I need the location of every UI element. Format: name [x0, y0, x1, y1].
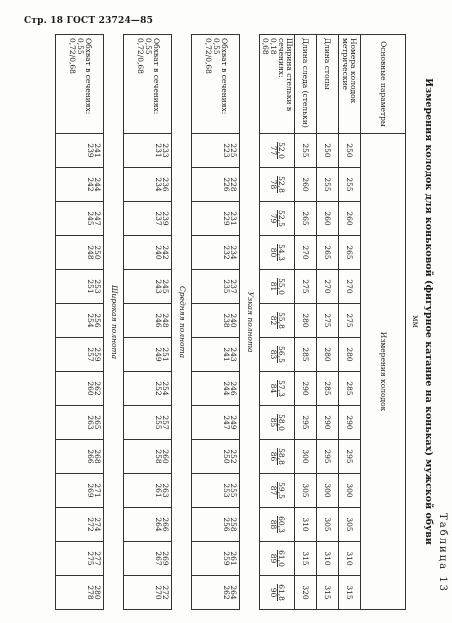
insole-width-top: 55,0	[277, 278, 287, 295]
girth-bottom: 238	[222, 313, 231, 328]
measure-header: Измерения колодок	[361, 134, 406, 610]
girth-bottom: 269	[86, 483, 95, 498]
insole-width-cell	[260, 168, 295, 202]
section-row	[172, 35, 192, 610]
insole-length-cell: 280	[295, 304, 317, 338]
foot-length-cell: 265	[317, 236, 339, 270]
insole-width-top: 60,3	[277, 516, 287, 533]
girth-bottom: 226	[222, 177, 231, 192]
section-row	[104, 35, 124, 610]
girth-cell	[192, 168, 240, 202]
insole-width-top: 57,3	[277, 380, 287, 397]
insole-width-fraction	[269, 278, 285, 295]
girth-top: 248	[161, 313, 171, 328]
girth-bottom: 240	[154, 245, 163, 260]
girth-bottom: 253	[222, 483, 231, 498]
girth-bottom: 244	[222, 381, 231, 396]
insole-width-title: Ширина стельки в сечениях:	[277, 38, 294, 112]
girth-bottom: 235	[222, 279, 231, 294]
insole-width-bottom: 87	[269, 482, 278, 499]
last-number-cell: 295	[339, 440, 361, 474]
girth-cell	[124, 168, 172, 202]
foot-length-cell: 250	[317, 134, 339, 168]
girth-bottom: 278	[86, 585, 95, 600]
insole-width-fraction	[269, 380, 285, 397]
girth-title: Обхват в сечениях:	[220, 38, 230, 115]
girth-top: 245	[161, 279, 171, 294]
last-number-cell: 315	[339, 576, 361, 610]
insole-width-top: 59,5	[277, 482, 287, 499]
girth-top: 263	[161, 483, 171, 498]
section-title: Средняя полнота	[172, 35, 192, 610]
insole-width-sub2: 0,68	[261, 38, 271, 55]
insole-width-bottom: 85	[269, 414, 278, 431]
insole-width-bottom: 83	[269, 346, 278, 363]
girth-cell	[56, 270, 104, 304]
girth-cell	[124, 406, 172, 440]
girth-top: 237	[229, 279, 239, 294]
last-number-cell: 275	[339, 304, 361, 338]
girth-cell	[56, 338, 104, 372]
girth-sub1: 0,55	[144, 38, 154, 55]
girth-top: 264	[229, 585, 239, 600]
insole-width-top: 61,0	[277, 550, 287, 567]
insole-width-fraction	[269, 244, 285, 261]
girth-bottom: 262	[222, 585, 231, 600]
girth-top: 250	[93, 245, 103, 260]
girth-bottom: 263	[86, 415, 95, 430]
girth-top: 261	[229, 551, 239, 566]
last-number-cell: 290	[339, 406, 361, 440]
girth-cell	[56, 168, 104, 202]
girth-sub1: 0,55	[212, 38, 222, 55]
girth-top: 272	[161, 585, 171, 600]
rotated-table-block	[24, 34, 452, 609]
girth-cell	[56, 440, 104, 474]
girth-top: 254	[161, 381, 171, 396]
insole-width-top: 54,3	[277, 244, 287, 261]
girth-bottom: 232	[222, 245, 231, 260]
insole-length-cell: 255	[295, 134, 317, 168]
girth-top: 256	[93, 313, 103, 328]
foot-length-cell: 280	[317, 338, 339, 372]
girth-cell	[56, 236, 104, 270]
last-number-cell: 265	[339, 236, 361, 270]
girth-cell	[192, 372, 240, 406]
girth-top: 277	[93, 551, 103, 566]
girth-top: 260	[161, 449, 171, 464]
section-title: Узкая полнота	[240, 35, 260, 610]
section-row	[240, 35, 260, 610]
girth-cell	[56, 406, 104, 440]
foot-length-label: Длина стопы	[317, 35, 339, 134]
insole-length-cell: 260	[295, 168, 317, 202]
insole-width-fraction	[269, 516, 285, 533]
insole-length-cell: 295	[295, 406, 317, 440]
insole-width-top: 52,5	[277, 210, 287, 227]
girth-sub2: 0,72/0,68	[203, 38, 213, 74]
insole-width-bottom: 79	[269, 210, 278, 227]
girth-bottom: 255	[154, 415, 163, 430]
insole-width-top: 58,8	[277, 448, 287, 465]
girth-top: 255	[229, 483, 239, 498]
last-number-cell: 270	[339, 270, 361, 304]
girth-top: 225	[229, 143, 239, 158]
girth-bottom: 260	[86, 381, 95, 396]
insole-width-bottom: 81	[269, 278, 278, 295]
girth-bottom: 234	[154, 177, 163, 192]
insole-width-cell	[260, 338, 295, 372]
girth-bottom: 250	[222, 449, 231, 464]
girth-top: 242	[161, 245, 171, 260]
girth-cell	[192, 474, 240, 508]
girth-bottom: 249	[154, 347, 163, 362]
girth-cell	[192, 236, 240, 270]
girth-cell	[192, 134, 240, 168]
girth-cell	[124, 236, 172, 270]
girth-bottom: 259	[222, 551, 231, 566]
girth-top: 247	[93, 211, 103, 226]
insole-length-cell: 315	[295, 542, 317, 576]
insole-width-top: 52,0	[277, 142, 287, 159]
foot-length-cell: 305	[317, 508, 339, 542]
insole-width-fraction	[269, 584, 285, 601]
insole-length-cell: 300	[295, 440, 317, 474]
girth-bottom: 252	[154, 381, 163, 396]
foot-length-cell: 295	[317, 440, 339, 474]
foot-length-cell: 285	[317, 372, 339, 406]
girth-bottom: 258	[154, 449, 163, 464]
girth-bottom: 267	[154, 551, 163, 566]
insole-width-cell	[260, 542, 295, 576]
last-number-cell: 255	[339, 168, 361, 202]
insole-width-fraction	[269, 142, 285, 159]
girth-cell	[56, 372, 104, 406]
insole-length-cell: 285	[295, 338, 317, 372]
girth-top: 253	[93, 279, 103, 294]
section-title: Широкая полнота	[104, 35, 124, 610]
insole-width-label	[260, 35, 295, 134]
insole-width-cell	[260, 236, 295, 270]
insole-width-fraction	[269, 414, 285, 431]
girth-bottom: 231	[154, 143, 163, 158]
girth-label	[56, 35, 104, 134]
girth-cell	[192, 338, 240, 372]
insole-width-top: 58,0	[277, 414, 287, 431]
table-title: Измерения колодок для конькoвой (фигурное катание на коньках) мужской обуви	[423, 78, 434, 545]
foot-length-cell: 290	[317, 406, 339, 440]
girth-top: 243	[229, 347, 239, 362]
girth-cell	[56, 576, 104, 610]
insole-width-cell	[260, 474, 295, 508]
insole-width-cell	[260, 576, 295, 610]
table-number: Таблица 13	[437, 513, 448, 593]
girth-cell	[124, 372, 172, 406]
girth-sub2: 0,72/0,68	[67, 38, 77, 74]
girth-top: 258	[229, 517, 239, 532]
page-header: Стр. 18 ГОСТ 23724—85	[24, 16, 154, 26]
girth-bottom: 239	[86, 143, 95, 158]
girth-bottom: 254	[86, 313, 95, 328]
last-number-cell: 285	[339, 372, 361, 406]
girth-top: 257	[161, 415, 171, 430]
insole-width-bottom: 86	[269, 448, 278, 465]
foot-length-cell: 270	[317, 270, 339, 304]
insole-width-fraction	[269, 482, 285, 499]
insole-width-row	[260, 35, 295, 610]
insole-width-bottom: 82	[269, 312, 278, 329]
insole-width-fraction	[269, 346, 285, 363]
girth-top: 271	[93, 483, 103, 498]
last-number-cell: 260	[339, 202, 361, 236]
girth-bottom: 272	[86, 517, 95, 532]
last-number-cell: 280	[339, 338, 361, 372]
girth-top: 252	[229, 449, 239, 464]
girth-cell	[124, 474, 172, 508]
girth-cell	[56, 202, 104, 236]
insole-length-label: Длина следа (стельки)	[295, 35, 317, 134]
girth-bottom: 248	[86, 245, 95, 260]
insole-width-bottom: 78	[269, 176, 278, 193]
girth-cell	[56, 304, 104, 338]
insole-width-fraction	[269, 550, 285, 567]
girth-cell	[56, 474, 104, 508]
girth-bottom: 261	[154, 483, 163, 498]
insole-width-top: 52,8	[277, 176, 287, 193]
girth-title: Обхват в сечениях:	[152, 38, 162, 115]
girth-bottom: 223	[222, 143, 231, 158]
girth-top: 234	[229, 245, 239, 260]
girth-bottom: 241	[222, 347, 231, 362]
foot-length-cell: 300	[317, 474, 339, 508]
insole-width-cell	[260, 440, 295, 474]
insole-width-cell	[260, 508, 295, 542]
girth-cell	[124, 338, 172, 372]
girth-top: 266	[161, 517, 171, 532]
insole-width-bottom: 84	[269, 380, 278, 397]
girth-cell	[192, 508, 240, 542]
insole-width-bottom: 88	[269, 516, 278, 533]
table-unit: мм	[411, 315, 420, 328]
girth-top: 246	[229, 381, 239, 396]
girth-sub2: 0,72/0,68	[135, 38, 145, 74]
girth-bottom: 229	[222, 211, 231, 226]
girth-bottom: 256	[222, 517, 231, 532]
girth-label	[124, 35, 172, 134]
girth-label	[192, 35, 240, 134]
girth-cell	[192, 406, 240, 440]
girth-cell	[124, 202, 172, 236]
girth-cell	[192, 270, 240, 304]
insole-width-fraction	[269, 312, 285, 329]
girth-cell	[192, 202, 240, 236]
insole-length-cell: 305	[295, 474, 317, 508]
girth-sub1: 0,55	[76, 38, 86, 55]
insole-width-fraction	[269, 448, 285, 465]
girth-bottom: 247	[222, 415, 231, 430]
girth-bottom: 243	[154, 279, 163, 294]
girth-bottom: 264	[154, 517, 163, 532]
girth-bottom: 270	[154, 585, 163, 600]
measurements-table	[56, 34, 407, 610]
last-number-cell: 310	[339, 542, 361, 576]
girth-bottom: 246	[154, 313, 163, 328]
girth-row	[56, 35, 104, 610]
insole-width-cell	[260, 372, 295, 406]
girth-row	[192, 35, 240, 610]
girth-cell	[124, 576, 172, 610]
girth-cell	[124, 304, 172, 338]
foot-length-cell: 275	[317, 304, 339, 338]
girth-bottom: 257	[86, 347, 95, 362]
insole-length-cell: 270	[295, 236, 317, 270]
girth-top: 239	[161, 211, 171, 226]
girth-top: 259	[93, 347, 103, 362]
girth-cell	[56, 134, 104, 168]
girth-cell	[192, 304, 240, 338]
insole-width-fraction	[269, 176, 285, 193]
insole-width-cell	[260, 202, 295, 236]
girth-top: 251	[161, 347, 171, 362]
girth-bottom: 245	[86, 211, 95, 226]
girth-cell	[192, 440, 240, 474]
girth-cell	[124, 542, 172, 576]
girth-top: 249	[229, 415, 239, 430]
insole-width-bottom: 90	[269, 584, 278, 601]
insole-width-bottom: 77	[269, 142, 278, 159]
girth-cell	[56, 508, 104, 542]
insole-width-cell	[260, 406, 295, 440]
girth-cell	[192, 542, 240, 576]
girth-bottom: 251	[86, 279, 95, 294]
insole-length-cell: 275	[295, 270, 317, 304]
girth-top: 269	[161, 551, 171, 566]
insole-length-cell: 290	[295, 372, 317, 406]
girth-cell	[124, 508, 172, 542]
param-header: Основные параметры	[361, 35, 406, 134]
foot-length-row	[317, 35, 339, 610]
foot-length-cell: 260	[317, 202, 339, 236]
girth-bottom: 275	[86, 551, 95, 566]
insole-length-cell: 320	[295, 576, 317, 610]
girth-top: 240	[229, 313, 239, 328]
insole-width-bottom: 80	[269, 244, 278, 261]
insole-width-top: 55,8	[277, 312, 287, 329]
insole-width-cell	[260, 304, 295, 338]
last-number-cell: 250	[339, 134, 361, 168]
insole-width-cell	[260, 134, 295, 168]
girth-top: 244	[93, 177, 103, 192]
girth-title: Обхват в сечениях:	[84, 38, 94, 115]
last-number-cell: 300	[339, 474, 361, 508]
insole-width-top: 56,5	[277, 346, 287, 363]
girth-cell	[56, 542, 104, 576]
girth-top: 228	[229, 177, 239, 192]
foot-length-cell: 255	[317, 168, 339, 202]
insole-width-bottom: 89	[269, 550, 278, 567]
foot-length-cell: 315	[317, 576, 339, 610]
girth-bottom: 237	[154, 211, 163, 226]
insole-length-cell: 310	[295, 508, 317, 542]
insole-width-fraction	[269, 210, 285, 227]
insole-width-sub1: 0,18	[269, 38, 279, 55]
girth-top: 280	[93, 585, 103, 600]
girth-bottom: 242	[86, 177, 95, 192]
girth-top: 262	[93, 381, 103, 396]
insole-width-top: 61,8	[277, 584, 287, 601]
girth-top: 268	[93, 449, 103, 464]
girth-row	[124, 35, 172, 610]
girth-cell	[124, 440, 172, 474]
insole-length-cell: 265	[295, 202, 317, 236]
girth-cell	[192, 576, 240, 610]
foot-length-cell: 310	[317, 542, 339, 576]
girth-cell	[124, 134, 172, 168]
girth-bottom: 266	[86, 449, 95, 464]
girth-top: 241	[93, 143, 103, 158]
last-number-cell: 305	[339, 508, 361, 542]
girth-cell	[124, 270, 172, 304]
girth-top: 233	[161, 143, 171, 158]
girth-top: 265	[93, 415, 103, 430]
girth-top: 274	[93, 517, 103, 532]
girth-top: 236	[161, 177, 171, 192]
last-number-row	[339, 35, 361, 610]
girth-top: 231	[229, 211, 239, 226]
insole-length-row	[295, 35, 317, 610]
insole-width-cell	[260, 270, 295, 304]
last-number-label: Номера колодок метрические	[339, 35, 361, 134]
